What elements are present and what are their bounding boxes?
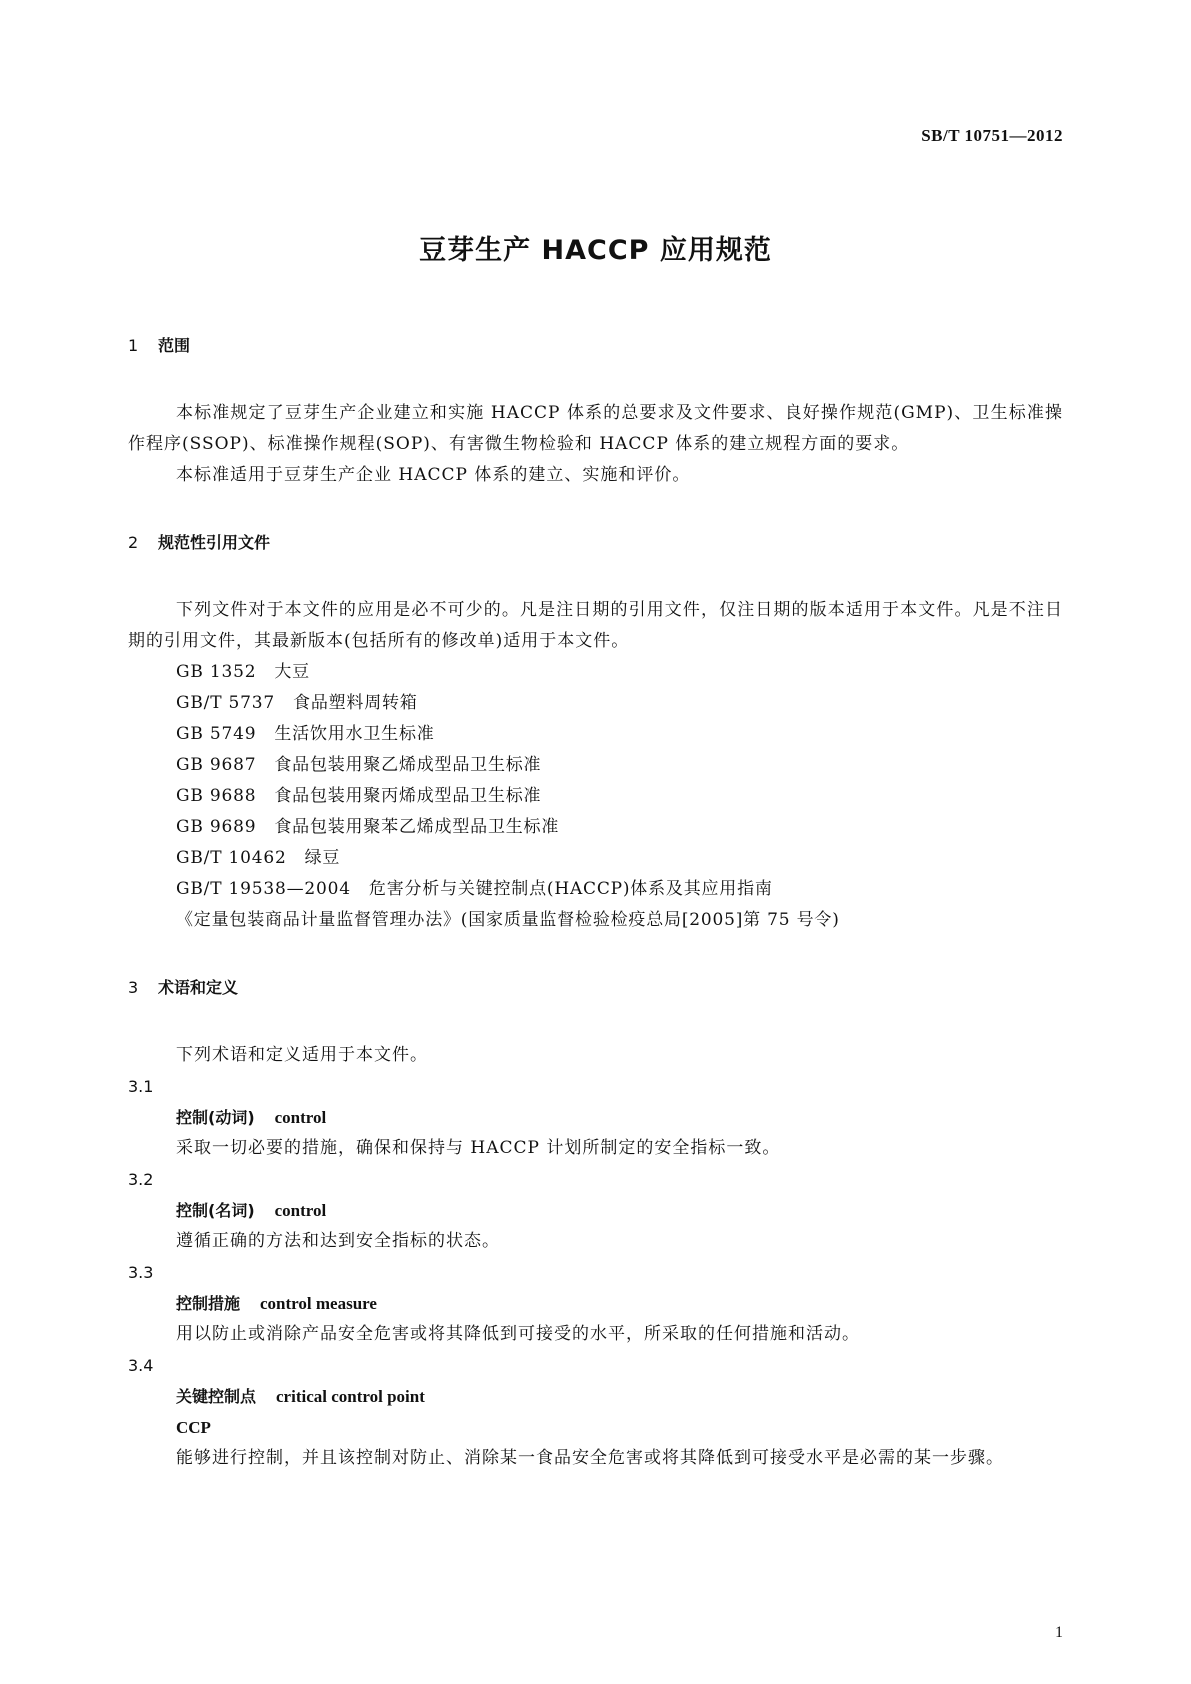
reference-name: 食品包装用聚丙烯成型品卫生标准 [274,786,542,806]
section-heading-terms [128,976,1063,1000]
section-heading-references [128,531,1063,555]
reference-code: GB 5749 [176,724,257,744]
reference-name: 绿豆 [304,848,341,868]
reference-item [176,750,1063,781]
section-heading-scope [128,334,1063,358]
reference-name: 食品包装用聚乙烯成型品卫生标准 [274,755,542,775]
section-number: 1 [128,336,139,355]
paragraph: 本标准适用于豆芽生产企业 HACCP 体系的建立、实施和评价。 [176,465,691,485]
term-number: 3.3 [128,1263,154,1282]
term-name [176,1381,1063,1412]
document-body [128,334,1063,1474]
section-title: 范围 [158,336,191,355]
reference-name: 食品塑料周转箱 [293,693,418,713]
term-zh: 控制(名词) [176,1201,255,1220]
term-number: 3.1 [128,1077,154,1096]
reference-item [176,657,1063,688]
term-name [176,1195,1063,1226]
term-number: 3.4 [128,1356,154,1375]
term-en: control measure [260,1294,377,1313]
term-definition: 遵循正确的方法和达到安全指标的状态。 [176,1231,500,1251]
term-definition: 能够进行控制，并且该控制对防止、消除某一食品安全危害或将其降低到可接受水平是必需的某一步骤。 [176,1448,1004,1468]
term-name [176,1288,1063,1319]
reference-code: GB/T 10462 [176,848,287,868]
paragraph: 本标准规定了豆芽生产企业建立和实施 HACCP 体系的总要求及文件要求、良好操作规范(GMP)、卫生标准操作程序(SSOP)、标准操作规程(SOP)、有害微生物检验和 HACCP 体系的建立规程方面的要求。 [128,403,1063,454]
paragraph: 下列术语和定义适用于本文件。 [176,1045,428,1065]
reference-code: GB/T 5737 [176,693,276,713]
reference-item [176,874,1063,905]
reference-name: 食品包装用聚苯乙烯成型品卫生标准 [274,817,560,837]
page-number: 1 [1055,1624,1063,1641]
reference-name: 大豆 [274,662,310,682]
term-name [176,1102,1063,1133]
term-abbreviation: CCP [176,1418,211,1437]
section-title: 规范性引用文件 [158,533,271,552]
reference-regulation: 《定量包装商品计量监督管理办法》(国家质量监督检验检疫总局[2005]第 75 号令) [176,910,840,930]
term-zh: 控制(动词) [176,1108,255,1127]
reference-code: GB 1352 [176,662,257,682]
term-en: control [274,1108,327,1127]
reference-name: 危害分析与关键控制点(HACCP)体系及其应用指南 [368,879,773,899]
term-definition: 用以防止或消除产品安全危害或将其降低到可接受的水平，所采取的任何措施和活动。 [176,1324,860,1344]
reference-code: GB 9688 [176,786,257,806]
term-number: 3.2 [128,1170,154,1189]
document-title: 豆芽生产 HACCP 应用规范 [419,235,772,266]
section-number: 2 [128,533,139,552]
term-zh: 关键控制点 [176,1387,257,1406]
reference-name: 生活饮用水卫生标准 [274,724,435,744]
reference-item [176,812,1063,843]
term-zh: 控制措施 [176,1294,241,1313]
term-en: control [274,1201,327,1220]
reference-code: GB 9689 [176,817,257,837]
reference-item [176,781,1063,812]
section-title: 术语和定义 [158,978,239,997]
reference-item [176,719,1063,750]
document-code: SB/T 10751—2012 [921,126,1063,145]
reference-code: GB 9687 [176,755,257,775]
term-definition: 采取一切必要的措施，确保和保持与 HACCP 计划所制定的安全指标一致。 [176,1138,781,1158]
reference-code: GB/T 19538—2004 [176,879,351,899]
paragraph: 下列文件对于本文件的应用是必不可少的。凡是注日期的引用文件，仅注日期的版本适用于本文件。凡是不注日期的引用文件，其最新版本(包括所有的修改单)适用于本文件。 [128,600,1063,651]
reference-item [176,843,1063,874]
term-en: critical control point [276,1387,425,1406]
reference-item [176,688,1063,719]
section-number: 3 [128,978,139,997]
